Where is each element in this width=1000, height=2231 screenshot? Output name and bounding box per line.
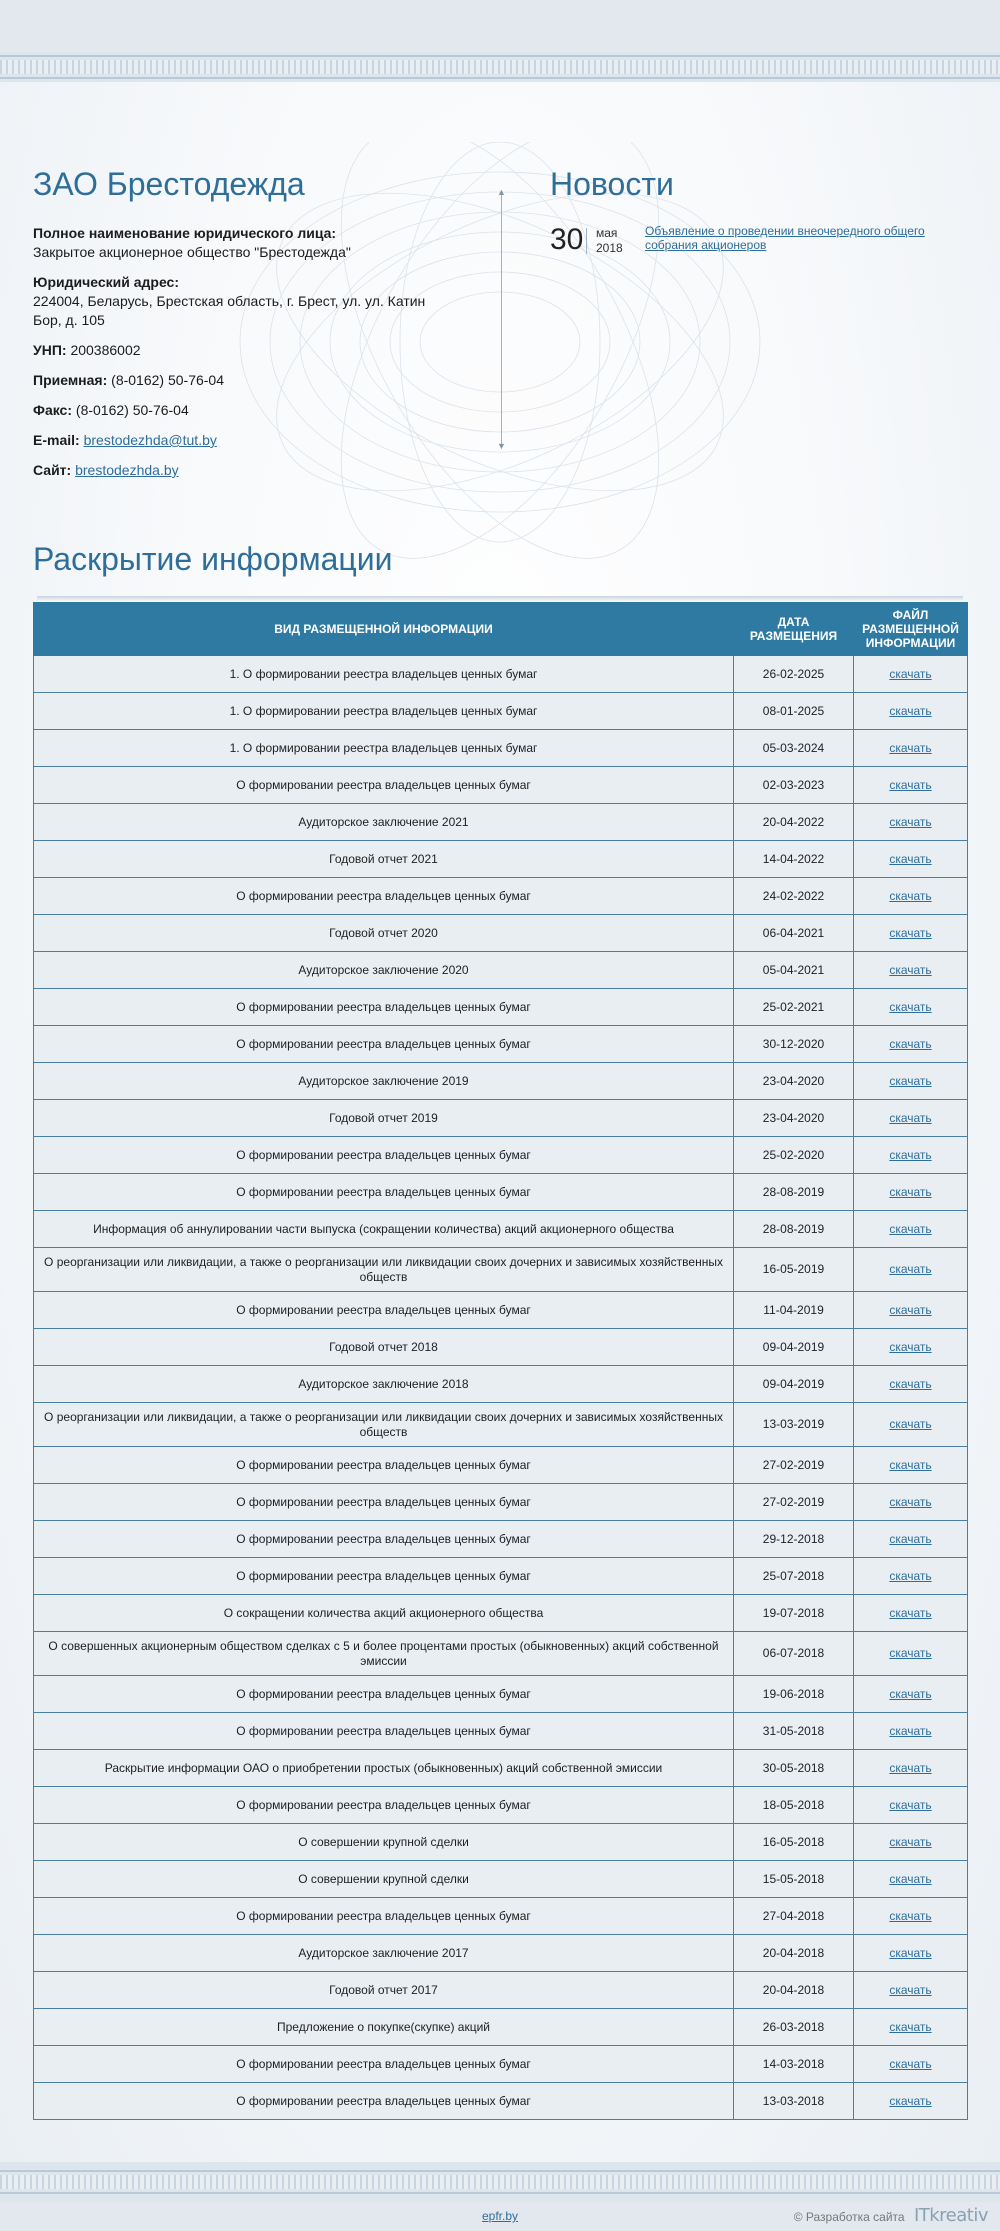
news-item bbox=[550, 222, 950, 272]
cell-type: Предложение о покупке(скупке) акций bbox=[34, 2009, 734, 2046]
reception-block bbox=[33, 371, 453, 390]
download-link[interactable]: скачать bbox=[889, 1073, 932, 1088]
cell-date: 28-08-2019 bbox=[734, 1174, 854, 1211]
cell-date: 25-02-2020 bbox=[734, 1137, 854, 1174]
cell-type: О формировании реестра владельцев ценных бумаг bbox=[34, 1447, 734, 1484]
cell-date: 16-05-2019 bbox=[734, 1248, 854, 1292]
table-row bbox=[34, 767, 968, 804]
cell-type: Годовой отчет 2021 bbox=[34, 841, 734, 878]
cell-date: 05-04-2021 bbox=[734, 952, 854, 989]
bottom-ornament-band bbox=[0, 2162, 1000, 2202]
cell-date: 30-05-2018 bbox=[734, 1750, 854, 1787]
cell-type: О совершении крупной сделки bbox=[34, 1824, 734, 1861]
column-header-file: ФАЙЛ РАЗМЕЩЕННОЙ ИНФОРМАЦИИ bbox=[854, 602, 968, 656]
cell-file bbox=[854, 730, 968, 767]
table-row bbox=[34, 1632, 968, 1676]
table-row bbox=[34, 952, 968, 989]
cell-file bbox=[854, 1292, 968, 1329]
arrow-down-icon: ▼ bbox=[497, 441, 506, 451]
download-link[interactable]: скачать bbox=[889, 1797, 932, 1812]
table-row bbox=[34, 1676, 968, 1713]
cell-date: 29-12-2018 bbox=[734, 1521, 854, 1558]
company-info bbox=[33, 224, 453, 491]
unp-value: 200386002 bbox=[70, 342, 141, 358]
download-link[interactable]: скачать bbox=[889, 1417, 932, 1431]
download-link[interactable]: скачать bbox=[889, 851, 932, 866]
table-row bbox=[34, 1137, 968, 1174]
cell-date: 13-03-2018 bbox=[734, 2083, 854, 2120]
cell-type: Аудиторское заключение 2021 bbox=[34, 804, 734, 841]
table-row bbox=[34, 2009, 968, 2046]
cell-file bbox=[854, 1898, 968, 1935]
table-row bbox=[34, 1248, 968, 1292]
full-name-block bbox=[33, 224, 453, 262]
fax-value: (8-0162) 50-76-04 bbox=[75, 402, 189, 418]
cell-file bbox=[854, 1521, 968, 1558]
cell-date: 20-04-2018 bbox=[734, 1972, 854, 2009]
table-row bbox=[34, 2046, 968, 2083]
table-row bbox=[34, 1063, 968, 1100]
cell-date: 05-03-2024 bbox=[734, 730, 854, 767]
cell-date: 23-04-2020 bbox=[734, 1100, 854, 1137]
cell-type: Годовой отчет 2020 bbox=[34, 915, 734, 952]
table-row bbox=[34, 989, 968, 1026]
download-link[interactable]: скачать bbox=[889, 1110, 932, 1125]
download-link[interactable]: скачать bbox=[889, 740, 932, 755]
cell-type: О формировании реестра владельцев ценных бумаг bbox=[34, 1292, 734, 1329]
cell-date: 27-04-2018 bbox=[734, 1898, 854, 1935]
arrow-up-icon: ▲ bbox=[497, 187, 506, 197]
cell-type: О совершенных акционерным обществом сделках с 5 и более процентами простых (обыкновенных) акций собственной эмиссии bbox=[34, 1632, 734, 1676]
cell-type: О формировании реестра владельцев ценных бумаг bbox=[34, 2046, 734, 2083]
download-link[interactable]: скачать bbox=[889, 1339, 932, 1354]
cell-type: Раскрытие информации ОАО о приобретении простых (обыкновенных) акций собственной эмиссии bbox=[34, 1750, 734, 1787]
cell-date: 26-02-2025 bbox=[734, 656, 854, 693]
full-name-value: Закрытое акционерное общество "Брестодежда" bbox=[33, 244, 351, 260]
cell-type: О реорганизации или ликвидации, а также о реорганизации или ликвидации своих дочерних и зависимых хозяйственных обществ bbox=[34, 1403, 734, 1447]
table-row bbox=[34, 1366, 968, 1403]
cell-file bbox=[854, 2046, 968, 2083]
news-title: Новости bbox=[550, 166, 674, 202]
cell-type: Аудиторское заключение 2019 bbox=[34, 1063, 734, 1100]
download-link[interactable]: скачать bbox=[889, 1147, 932, 1162]
table-row bbox=[34, 1026, 968, 1063]
table-row bbox=[34, 1824, 968, 1861]
download-link[interactable]: скачать bbox=[889, 1568, 932, 1583]
cell-file bbox=[854, 878, 968, 915]
cell-type: О формировании реестра владельцев ценных бумаг bbox=[34, 989, 734, 1026]
cell-file bbox=[854, 1558, 968, 1595]
cell-file bbox=[854, 1211, 968, 1248]
table-row bbox=[34, 841, 968, 878]
download-link[interactable]: скачать bbox=[889, 999, 932, 1014]
cell-file bbox=[854, 767, 968, 804]
column-header-type: ВИД РАЗМЕЩЕННОЙ ИНФОРМАЦИИ bbox=[34, 602, 734, 656]
download-link[interactable]: скачать bbox=[889, 1646, 932, 1660]
cell-date: 08-01-2025 bbox=[734, 693, 854, 730]
download-link[interactable]: скачать bbox=[889, 2019, 932, 2034]
download-link[interactable]: скачать bbox=[889, 2093, 932, 2108]
cell-file bbox=[854, 1137, 968, 1174]
cell-file bbox=[854, 1484, 968, 1521]
cell-type: О формировании реестра владельцев ценных бумаг bbox=[34, 1484, 734, 1521]
table-row bbox=[34, 1403, 968, 1447]
cell-type: 1. О формировании реестра владельцев ценных бумаг bbox=[34, 693, 734, 730]
table-row bbox=[34, 1174, 968, 1211]
news-date-separator bbox=[586, 228, 587, 254]
cell-type: О формировании реестра владельцев ценных бумаг bbox=[34, 1137, 734, 1174]
address-value: 224004, Беларусь, Брестская область, г. Брест, ул. ул. Катин Бор, д. 105 bbox=[33, 293, 426, 328]
download-link[interactable]: скачать bbox=[889, 703, 932, 718]
cell-date: 15-05-2018 bbox=[734, 1861, 854, 1898]
cell-file bbox=[854, 1026, 968, 1063]
cell-date: 23-04-2020 bbox=[734, 1063, 854, 1100]
download-link[interactable]: скачать bbox=[889, 1982, 932, 1997]
cell-file bbox=[854, 1063, 968, 1100]
cell-file bbox=[854, 656, 968, 693]
cell-type: О сокращении количества акций акционерного общества bbox=[34, 1595, 734, 1632]
email-block bbox=[33, 431, 453, 450]
download-link[interactable]: скачать bbox=[889, 1871, 932, 1886]
download-link[interactable]: скачать bbox=[889, 1723, 932, 1738]
cell-date: 13-03-2019 bbox=[734, 1403, 854, 1447]
cell-date: 06-04-2021 bbox=[734, 915, 854, 952]
address-block bbox=[33, 273, 453, 330]
cell-file bbox=[854, 1403, 968, 1447]
column-header-date: ДАТА РАЗМЕЩЕНИЯ bbox=[734, 602, 854, 656]
download-link[interactable]: скачать bbox=[889, 2056, 932, 2071]
cell-type: О формировании реестра владельцев ценных бумаг bbox=[34, 1521, 734, 1558]
cell-date: 14-04-2022 bbox=[734, 841, 854, 878]
table-row bbox=[34, 2083, 968, 2120]
cell-date: 26-03-2018 bbox=[734, 2009, 854, 2046]
cell-type: Аудиторское заключение 2020 bbox=[34, 952, 734, 989]
download-link[interactable]: скачать bbox=[889, 1262, 932, 1276]
download-link[interactable]: скачать bbox=[889, 1221, 932, 1236]
cell-file bbox=[854, 1174, 968, 1211]
cell-type: Аудиторское заключение 2017 bbox=[34, 1935, 734, 1972]
download-link[interactable]: скачать bbox=[889, 814, 932, 829]
unp-label: УНП: bbox=[33, 342, 67, 358]
cell-file bbox=[854, 1972, 968, 2009]
cell-file bbox=[854, 1248, 968, 1292]
cell-file bbox=[854, 1750, 968, 1787]
cell-type: Годовой отчет 2019 bbox=[34, 1100, 734, 1137]
site-link[interactable]: brestodezhda.by bbox=[75, 462, 179, 478]
cell-date: 06-07-2018 bbox=[734, 1632, 854, 1676]
footer-link[interactable]: epfr.by bbox=[482, 2209, 519, 2223]
table-row bbox=[34, 1972, 968, 2009]
fax-label: Факс: bbox=[33, 402, 73, 418]
cell-type: О формировании реестра владельцев ценных бумаг bbox=[34, 1026, 734, 1063]
download-link[interactable]: скачать bbox=[889, 925, 932, 940]
cell-type: Аудиторское заключение 2018 bbox=[34, 1366, 734, 1403]
cell-date: 14-03-2018 bbox=[734, 2046, 854, 2083]
table-row bbox=[34, 1211, 968, 1248]
cell-type: 1. О формировании реестра владельцев ценных бумаг bbox=[34, 656, 734, 693]
main-content bbox=[0, 82, 1000, 2162]
cell-date: 20-04-2018 bbox=[734, 1935, 854, 1972]
cell-file bbox=[854, 693, 968, 730]
cell-file bbox=[854, 1447, 968, 1484]
table-row bbox=[34, 1861, 968, 1898]
unp-block bbox=[33, 341, 453, 360]
cell-type: О формировании реестра владельцев ценных бумаг bbox=[34, 1558, 734, 1595]
download-link[interactable]: скачать bbox=[889, 1184, 932, 1199]
news-day: 30 bbox=[550, 223, 584, 256]
cell-type: 1. О формировании реестра владельцев ценных бумаг bbox=[34, 730, 734, 767]
cell-type: О формировании реестра владельцев ценных бумаг bbox=[34, 1174, 734, 1211]
company-title: ЗАО Брестодежда bbox=[33, 166, 305, 202]
fax-block bbox=[33, 401, 453, 420]
table-row bbox=[34, 1484, 968, 1521]
cell-file bbox=[854, 1595, 968, 1632]
cell-file bbox=[854, 952, 968, 989]
cell-file bbox=[854, 1366, 968, 1403]
developer-credit bbox=[794, 2205, 988, 2228]
download-link[interactable]: скачать bbox=[889, 1605, 932, 1620]
vertical-divider bbox=[501, 194, 502, 444]
cell-date: 02-03-2023 bbox=[734, 767, 854, 804]
download-link[interactable]: скачать bbox=[889, 1302, 932, 1317]
table-row bbox=[34, 1329, 968, 1366]
footer bbox=[0, 2202, 1000, 2231]
table-row bbox=[34, 878, 968, 915]
reception-label: Приемная: bbox=[33, 372, 108, 388]
cell-date: 20-04-2022 bbox=[734, 804, 854, 841]
cell-date: 30-12-2020 bbox=[734, 1026, 854, 1063]
developer-label: © Разработка сайта bbox=[793, 2210, 905, 2224]
cell-file bbox=[854, 1713, 968, 1750]
table-row bbox=[34, 1292, 968, 1329]
news-year: 2018 bbox=[596, 241, 623, 255]
reception-value: (8-0162) 50-76-04 bbox=[111, 372, 225, 388]
cell-file bbox=[854, 2083, 968, 2120]
download-link[interactable]: скачать bbox=[889, 1531, 932, 1546]
disclosure-table bbox=[33, 602, 968, 2120]
cell-type: О формировании реестра владельцев ценных бумаг bbox=[34, 767, 734, 804]
cell-date: 31-05-2018 bbox=[734, 1713, 854, 1750]
table-row bbox=[34, 1100, 968, 1137]
table-row bbox=[34, 1935, 968, 1972]
top-bar bbox=[0, 0, 1000, 52]
news-month: мая bbox=[596, 226, 618, 240]
developer-logo[interactable]: ITkreativ bbox=[913, 2205, 988, 2226]
cell-type: О совершении крупной сделки bbox=[34, 1861, 734, 1898]
cell-date: 28-08-2019 bbox=[734, 1211, 854, 1248]
cell-date: 18-05-2018 bbox=[734, 1787, 854, 1824]
cell-date: 11-04-2019 bbox=[734, 1292, 854, 1329]
table-header-row bbox=[34, 602, 968, 656]
cell-file bbox=[854, 915, 968, 952]
download-link[interactable]: скачать bbox=[889, 1760, 932, 1775]
cell-date: 25-07-2018 bbox=[734, 1558, 854, 1595]
cell-date: 09-04-2019 bbox=[734, 1329, 854, 1366]
download-link[interactable]: скачать bbox=[889, 1036, 932, 1051]
cell-file bbox=[854, 1676, 968, 1713]
cell-file bbox=[854, 841, 968, 878]
table-row bbox=[34, 730, 968, 767]
table-row bbox=[34, 1898, 968, 1935]
cell-date: 27-02-2019 bbox=[734, 1447, 854, 1484]
download-link[interactable]: скачать bbox=[889, 777, 932, 792]
download-link[interactable]: скачать bbox=[889, 1376, 932, 1391]
cell-type: О формировании реестра владельцев ценных бумаг bbox=[34, 878, 734, 915]
site-block bbox=[33, 461, 453, 480]
cell-type: О формировании реестра владельцев ценных бумаг bbox=[34, 1898, 734, 1935]
cell-file bbox=[854, 1935, 968, 1972]
disclosure-table-wrapper bbox=[33, 596, 967, 2120]
table-row bbox=[34, 656, 968, 693]
table-row bbox=[34, 1713, 968, 1750]
table-row bbox=[34, 693, 968, 730]
cell-type: О формировании реестра владельцев ценных бумаг bbox=[34, 1713, 734, 1750]
cell-date: 16-05-2018 bbox=[734, 1824, 854, 1861]
site-label: Сайт: bbox=[33, 462, 72, 478]
cell-date: 27-02-2019 bbox=[734, 1484, 854, 1521]
full-name-label: Полное наименование юридического лица: bbox=[33, 225, 337, 241]
email-link[interactable]: brestodezhda@tut.by bbox=[83, 432, 217, 448]
cell-type: О формировании реестра владельцев ценных бумаг bbox=[34, 2083, 734, 2120]
download-link[interactable]: скачать bbox=[889, 666, 932, 681]
table-row bbox=[34, 1447, 968, 1484]
download-link[interactable]: скачать bbox=[889, 1457, 932, 1472]
news-link[interactable]: Объявление о проведении внеочередного общего собрания акционеров bbox=[645, 224, 925, 252]
cell-type: Годовой отчет 2018 bbox=[34, 1329, 734, 1366]
table-row bbox=[34, 804, 968, 841]
cell-type: Информация об аннулировании части выпуска (сокращении количества) акций акционерного общества bbox=[34, 1211, 734, 1248]
cell-file bbox=[854, 1824, 968, 1861]
download-link[interactable]: скачать bbox=[889, 1834, 932, 1849]
email-label: E-mail: bbox=[33, 432, 80, 448]
download-link[interactable]: скачать bbox=[889, 888, 932, 903]
disclosure-title: Раскрытие информации bbox=[33, 541, 393, 577]
table-row bbox=[34, 1595, 968, 1632]
cell-date: 09-04-2019 bbox=[734, 1366, 854, 1403]
cell-file bbox=[854, 1787, 968, 1824]
table-row bbox=[34, 1787, 968, 1824]
download-link[interactable]: скачать bbox=[889, 962, 932, 977]
download-link[interactable]: скачать bbox=[889, 1494, 932, 1509]
cell-file bbox=[854, 1632, 968, 1676]
cell-date: 25-02-2021 bbox=[734, 989, 854, 1026]
address-label: Юридический адрес: bbox=[33, 274, 179, 290]
cell-type: О формировании реестра владельцев ценных бумаг bbox=[34, 1787, 734, 1824]
cell-file bbox=[854, 804, 968, 841]
cell-date: 19-07-2018 bbox=[734, 1595, 854, 1632]
cell-type: О реорганизации или ликвидации, а также о реорганизации или ликвидации своих дочерних и зависимых хозяйственных обществ bbox=[34, 1248, 734, 1292]
cell-file bbox=[854, 1100, 968, 1137]
cell-date: 19-06-2018 bbox=[734, 1676, 854, 1713]
top-ornament-band bbox=[0, 52, 1000, 82]
download-link[interactable]: скачать bbox=[889, 1945, 932, 1960]
cell-file bbox=[854, 989, 968, 1026]
download-link[interactable]: скачать bbox=[889, 1908, 932, 1923]
cell-file bbox=[854, 2009, 968, 2046]
cell-file bbox=[854, 1329, 968, 1366]
table-row bbox=[34, 915, 968, 952]
cell-file bbox=[854, 1861, 968, 1898]
table-row bbox=[34, 1750, 968, 1787]
download-link[interactable]: скачать bbox=[889, 1686, 932, 1701]
table-row bbox=[34, 1558, 968, 1595]
cell-type: Годовой отчет 2017 bbox=[34, 1972, 734, 2009]
table-row bbox=[34, 1521, 968, 1558]
cell-date: 24-02-2022 bbox=[734, 878, 854, 915]
cell-type: О формировании реестра владельцев ценных бумаг bbox=[34, 1676, 734, 1713]
